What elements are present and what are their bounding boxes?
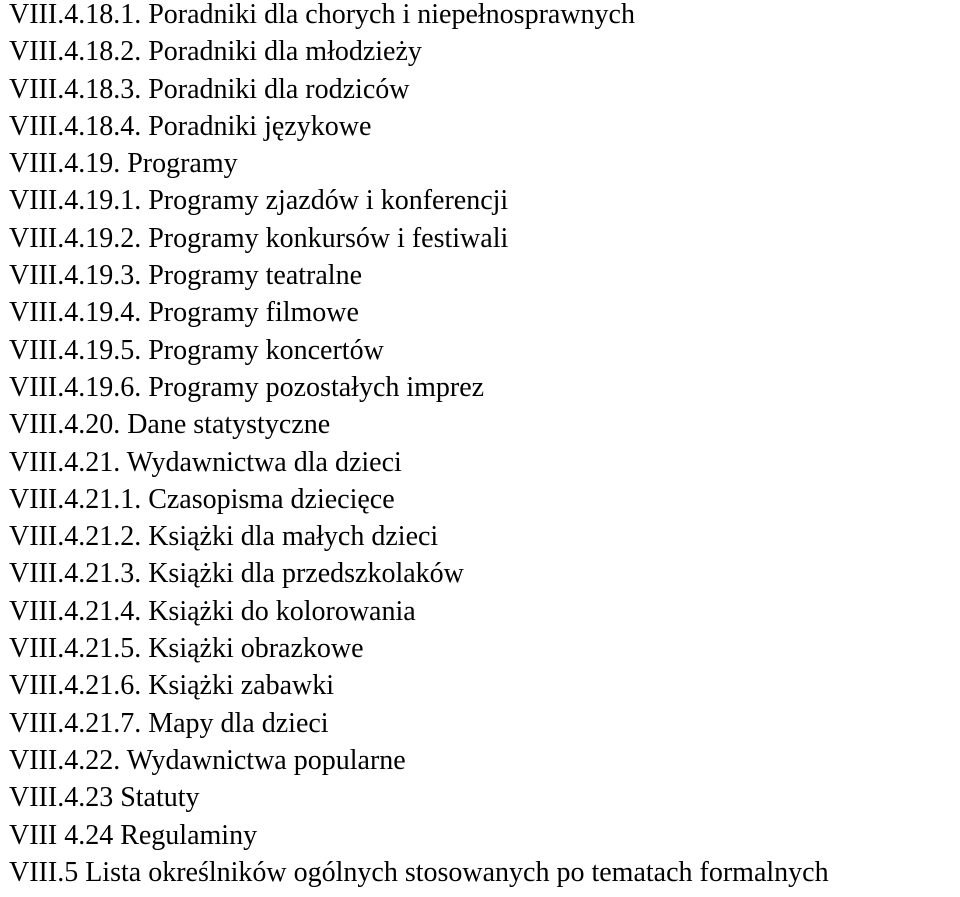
list-item [9,145,960,182]
list-item [9,779,960,816]
entry-code: VIII.4.19.6. [9,371,142,403]
entry-code: VIII.4.22. [9,744,121,776]
list-item [9,71,960,108]
entry-code: VIII.4.19.2. [9,222,142,254]
list-item [9,817,960,854]
entry-label: Programy teatralne [148,260,363,292]
entry-label: Programy koncertów [148,334,384,366]
entry-code: VIII.5 [9,856,79,888]
entry-code: VIII.4.18.3. [9,73,142,105]
list-item [9,630,960,667]
list-item [9,854,960,891]
entry-code: VIII.4.21.5. [9,633,142,665]
entry-label: Czasopisma dziecięce [148,483,395,515]
list-item [9,257,960,294]
list-item [9,33,960,70]
entry-label: Programy konkursów i festiwali [148,222,509,254]
entry-label: Programy pozostałych imprez [148,371,485,403]
list-item [9,406,960,443]
entry-label: Poradniki dla rodziców [148,73,410,105]
entry-code: VIII.4.21.6. [9,670,142,702]
list-item [9,593,960,630]
entry-code: VIII.4.21.2. [9,521,142,553]
entry-code: VIII.4.21.7. [9,707,142,739]
list-item [9,332,960,369]
entry-label: Dane statystyczne [127,409,331,441]
entry-label: Regulaminy [120,819,258,851]
entry-code: VIII.4.19.4. [9,297,142,329]
entry-label: Programy filmowe [148,297,359,329]
list-item [9,705,960,742]
list-item [9,294,960,331]
entry-code: VIII.4.23 [9,782,114,814]
list-item [9,518,960,555]
entry-code: VIII.4.18.2. [9,36,142,68]
list-item [9,481,960,518]
entry-code: VIII.4.18.4. [9,110,142,142]
entry-label: Programy zjazdów i konferencji [148,185,509,217]
entry-code: VIII.4.21. [9,446,121,478]
list-item [9,555,960,592]
entry-code: VIII.4.19. [9,148,121,180]
list-item [9,182,960,219]
entry-code: VIII.4.21.3. [9,558,142,590]
entry-label: Książki obrazkowe [148,633,364,665]
entry-code: VIII.4.18.1. [9,0,142,30]
list-item [9,369,960,406]
list-item [9,220,960,257]
entry-label: Lista określników ogólnych stosowanych po tematach formalnych [85,856,829,888]
entry-code: VIII.4.19.1. [9,185,142,217]
entry-label: Książki dla przedszkolaków [148,558,464,590]
entry-code: VIII.4.21.1. [9,483,142,515]
entry-label: Wydawnictwa popularne [126,744,406,776]
entry-code: VIII.4.21.4. [9,595,142,627]
entry-label: Książki zabawki [148,670,335,702]
entry-label: Poradniki dla chorych i niepełnosprawnych [148,0,635,30]
list-item [9,667,960,704]
entry-code: VIII 4.24 [9,819,114,851]
entry-label: Wydawnictwa dla dzieci [126,446,402,478]
list-item [9,444,960,481]
classification-list [9,0,960,891]
entry-code: VIII.4.19.5. [9,334,142,366]
entry-label: Poradniki dla młodzieży [148,36,422,68]
entry-label: Książki dla małych dzieci [148,521,439,553]
list-item [9,0,960,33]
entry-label: Poradniki językowe [148,110,372,142]
entry-code: VIII.4.19.3. [9,260,142,292]
entry-code: VIII.4.20. [9,409,121,441]
list-item [9,742,960,779]
entry-label: Statuty [120,782,200,814]
entry-label: Mapy dla dzieci [148,707,329,739]
list-item [9,108,960,145]
entry-label: Programy [127,148,238,180]
entry-label: Książki do kolorowania [148,595,416,627]
